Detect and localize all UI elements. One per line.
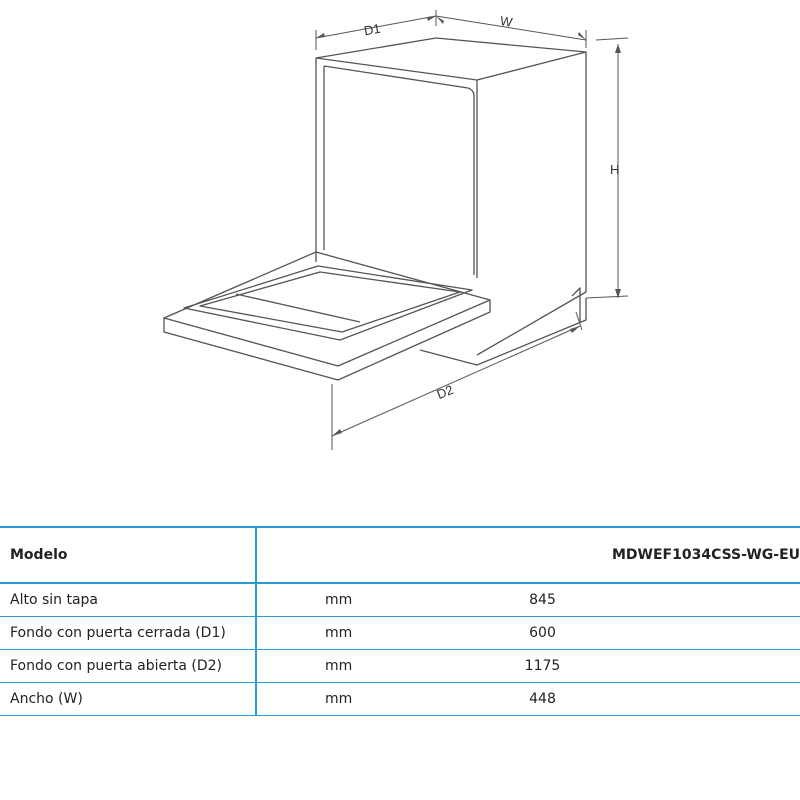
row-value: 600 xyxy=(405,617,800,650)
model-header-label: Modelo xyxy=(0,527,256,583)
row-label: Ancho (W) xyxy=(0,683,256,716)
row-value: 845 xyxy=(405,583,800,617)
cabinet-inner-frame xyxy=(324,66,474,275)
open-door xyxy=(164,252,490,380)
model-name: MDWEF1034CSS-WG-EU xyxy=(256,527,800,583)
cabinet-front-edge xyxy=(316,52,586,355)
cabinet-outline xyxy=(316,38,586,80)
h-label: H xyxy=(610,162,620,177)
table-header-row xyxy=(0,527,800,583)
row-unit: mm xyxy=(256,650,405,683)
row-value: 448 xyxy=(405,683,800,716)
d1-label: D1 xyxy=(362,20,382,39)
row-label: Alto sin tapa xyxy=(0,583,256,617)
row-value: 1175 xyxy=(405,650,800,683)
row-unit: mm xyxy=(256,683,405,716)
d2-dimension-line xyxy=(332,312,582,450)
row-unit: mm xyxy=(256,583,405,617)
table-row xyxy=(0,583,800,617)
row-label: Fondo con puerta abierta (D2) xyxy=(0,650,256,683)
door-inner-tray xyxy=(184,266,472,340)
table-row xyxy=(0,650,800,683)
w-label: W xyxy=(498,13,514,30)
h-dimension-line xyxy=(586,38,628,298)
row-unit: mm xyxy=(256,617,405,650)
table-row xyxy=(0,617,800,650)
table-row xyxy=(0,683,800,716)
specifications-table xyxy=(0,526,800,716)
row-label: Fondo con puerta cerrada (D1) xyxy=(0,617,256,650)
d2-label: D2 xyxy=(434,381,456,403)
